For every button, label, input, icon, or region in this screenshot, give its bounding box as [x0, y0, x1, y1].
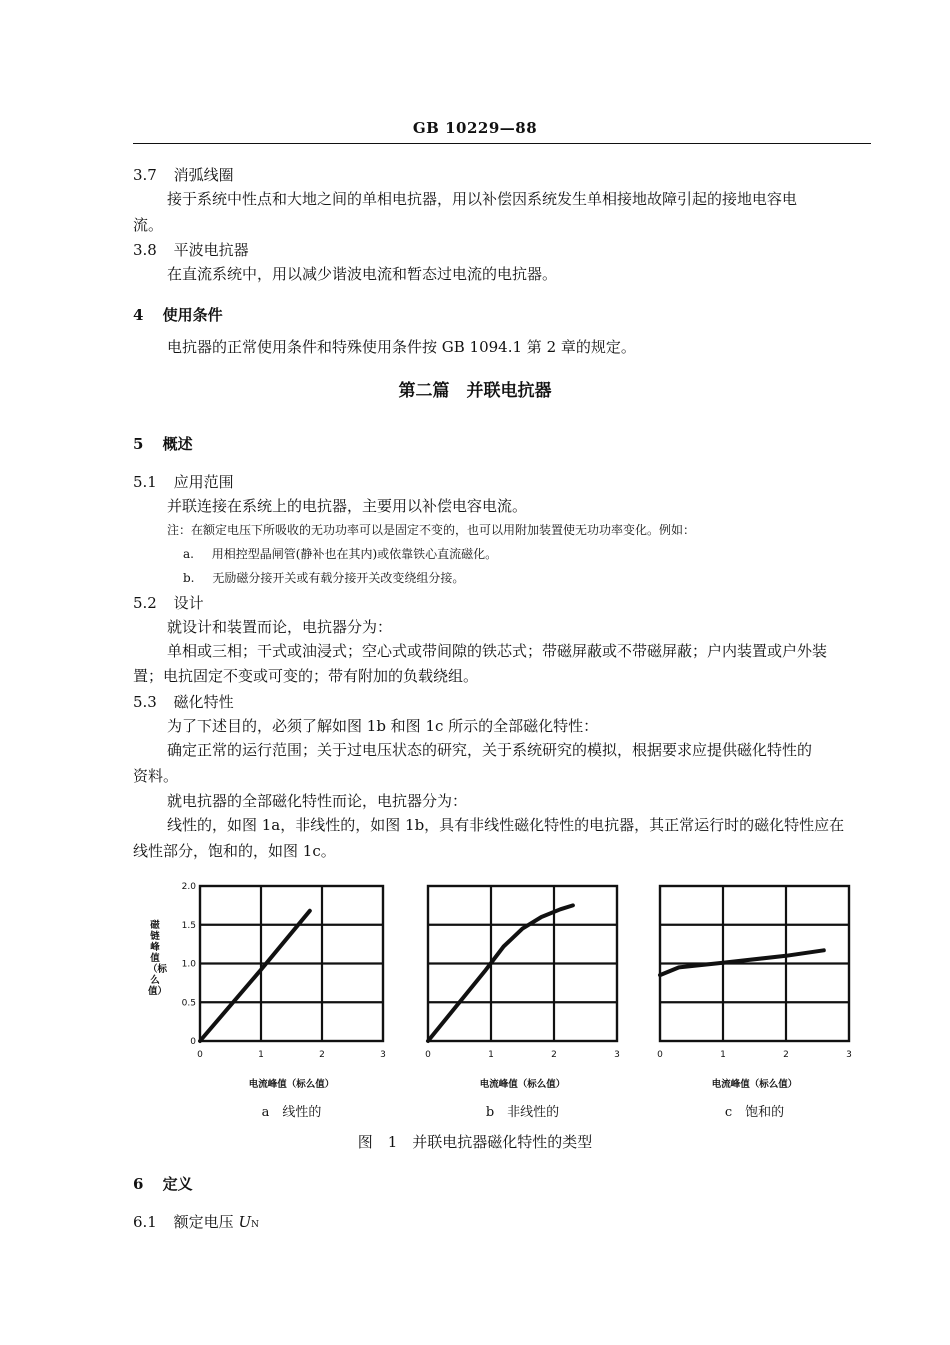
chart-a-x-tick-label: 0 — [197, 1050, 203, 1060]
chart-a-ylabel: 磁链峰值（标么值） — [148, 920, 168, 997]
chart-c-title: c 饱和的 — [724, 1105, 785, 1120]
chart-a-y-tick-label: 2.0 — [181, 882, 196, 892]
chart-a-xlabel: 电流峰值（标么值） — [248, 1079, 335, 1090]
section-title: 磁化特性 — [173, 693, 234, 711]
section-5-heading — [133, 433, 193, 454]
chart-a-title: a 线性的 — [261, 1105, 322, 1120]
chart-a-y-tick-label: 0.5 — [181, 998, 196, 1009]
section-number: 4 — [133, 306, 144, 324]
section-4-heading — [133, 304, 223, 325]
chart-a-y-tick-label: 1.0 — [181, 959, 196, 970]
section-3-7-body-line1: 接于系统中性点和大地之间的单相电抗器，用以补偿因系统发生单相接地故障引起的接地电容电 — [167, 190, 798, 208]
section-3-7-heading — [133, 165, 234, 185]
section-title: 使用条件 — [162, 306, 223, 324]
section-5-3-body4-line2: 线性部分，饱和的，如图 1c。 — [133, 842, 336, 860]
section-5-3-body2-line1: 确定正常的运行范围；关于过电压状态的研究，关于系统研究的模拟，根据要求应提供磁化特性的 — [167, 741, 813, 759]
section-6-heading — [133, 1173, 193, 1194]
chart-b-title: b 非线性的 — [485, 1105, 560, 1120]
section-3-8-heading — [133, 240, 249, 260]
section-number: 5.1 — [133, 473, 157, 491]
chart-c-xlabel: 电流峰值（标么值） — [711, 1079, 798, 1090]
section-5-2-body2-line1: 单相或三相；干式或油浸式；空心式或带间隙的铁芯式；带磁屏蔽或不带磁屏蔽；户内装置或户外装 — [167, 642, 828, 660]
chart-a-series-line — [200, 911, 310, 1041]
section-4-body: 电抗器的正常使用条件和特殊使用条件按 GB 1094.1 第 2 章的规定。 — [167, 338, 636, 356]
section-5-3-heading — [133, 692, 234, 712]
chart-c-x-tick-label: 1 — [720, 1050, 726, 1060]
section-5-1-heading — [133, 472, 234, 492]
chart-c-x-tick-label: 2 — [783, 1050, 789, 1060]
section-5-2-heading — [133, 593, 204, 613]
section-number: 3.7 — [133, 166, 157, 184]
chart-b-x-tick-label: 1 — [488, 1050, 494, 1060]
section-3-8-body: 在直流系统中，用以减少谐波电流和暂态过电流的电抗器。 — [167, 265, 558, 283]
section-title: 概述 — [162, 435, 193, 453]
part-title: 第二篇 并联电抗器 — [398, 381, 552, 401]
chart-c-x-tick-label: 0 — [657, 1050, 663, 1060]
page-header: GB 10229—88 — [412, 119, 538, 137]
symbol-subscript: N — [251, 1220, 259, 1230]
chart-b-x-tick-label: 0 — [425, 1050, 431, 1060]
section-5-3-body4-line1: 线性的，如图 1a，非线性的，如图 1b，具有非线性磁化特性的电抗器，其正常运行时的磁化特性应在 — [167, 816, 845, 834]
chart-b-xlabel: 电流峰值（标么值） — [479, 1079, 566, 1090]
section-title: 设计 — [173, 594, 204, 612]
note-item-b — [183, 569, 464, 586]
item-label: b. — [183, 571, 195, 585]
chart-a-x-tick-label: 1 — [258, 1050, 264, 1060]
figure-caption: 图 1 并联电抗器磁化特性的类型 — [357, 1133, 593, 1151]
section-number: 6.1 — [133, 1213, 157, 1231]
section-title: 额定电压 — [173, 1213, 234, 1231]
chart-b-x-tick-label: 3 — [614, 1050, 620, 1060]
section-5-3-body3: 就电抗器的全部磁化特性而论，电抗器分为： — [167, 792, 468, 810]
header-rule — [133, 143, 871, 144]
item-label: a. — [183, 547, 194, 561]
section-number: 3.8 — [133, 241, 157, 259]
chart-b-x-tick-label: 2 — [551, 1050, 557, 1060]
section-5-1-body: 并联连接在系统上的电抗器，主要用以补偿电容电流。 — [167, 497, 528, 515]
chart-a-y-tick-label: 0 — [190, 1037, 196, 1047]
symbol-u: U — [238, 1213, 252, 1231]
item-text: 无励磁分接开关或有载分接开关改变绕组分接。 — [212, 571, 465, 585]
section-6-1-heading — [133, 1212, 259, 1235]
section-title: 消弧线圈 — [173, 166, 234, 184]
section-3-7-body-line2: 流。 — [133, 216, 164, 234]
section-title: 应用范围 — [173, 473, 234, 491]
section-number: 6 — [133, 1175, 144, 1193]
section-5-3-body2-line2: 资料。 — [133, 767, 179, 785]
section-number: 5 — [133, 435, 144, 453]
chart-a-x-tick-label: 2 — [319, 1050, 325, 1060]
section-5-2-body2-line2: 置；电抗固定不变或可变的；带有附加的负载绕组。 — [133, 667, 479, 685]
figure-1-charts — [0, 870, 950, 1130]
section-5-2-body1: 就设计和装置而论，电抗器分为： — [167, 618, 393, 636]
note-item-a — [183, 545, 497, 562]
section-number: 5.3 — [133, 693, 157, 711]
chart-a-x-tick-label: 3 — [380, 1050, 386, 1060]
section-5-3-body1: 为了下述目的，必须了解如图 1b 和图 1c 所示的全部磁化特性： — [167, 717, 599, 735]
chart-a-y-tick-label: 1.5 — [181, 920, 196, 931]
section-title: 平波电抗器 — [173, 241, 249, 259]
section-number: 5.2 — [133, 594, 157, 612]
section-title: 定义 — [162, 1175, 193, 1193]
chart-c-x-tick-label: 3 — [846, 1050, 852, 1060]
item-text: 用相控型晶闸管(静补也在其内)或依靠铁心直流磁化。 — [211, 547, 498, 561]
section-5-1-note: 注：在额定电压下所吸收的无功功率可以是固定不变的，也可以用附加装置使无功功率变化。例如： — [167, 523, 696, 537]
